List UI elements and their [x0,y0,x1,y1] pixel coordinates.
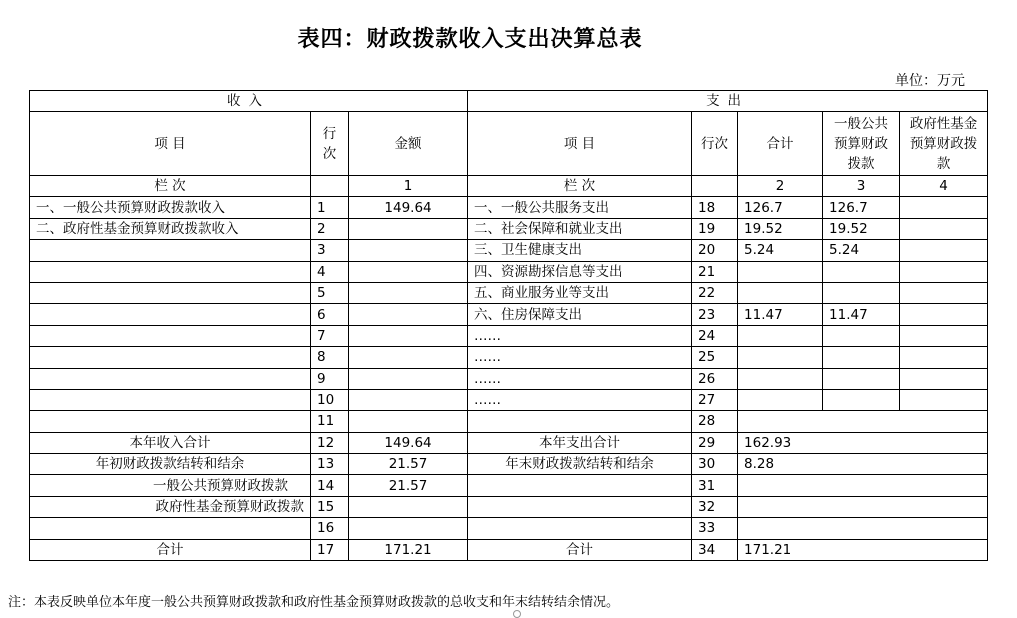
income-item: 二、政府性基金预算财政拨款收入 [30,218,311,239]
year-income-label: 本年收入合计 [30,432,311,453]
income-amount [349,304,468,325]
general-budget-label: 一般公共预算财政拨款 [30,475,311,496]
expense-general [823,261,900,282]
income-line-no: 3 [311,240,349,261]
expense-line-header: 行次 [692,112,738,176]
income-line-no: 8 [311,347,349,368]
expense-item-header: 项 目 [468,112,692,176]
expense-item: 二、社会保障和就业支出 [468,218,692,239]
expense-item: …… [468,368,692,389]
year-expense-amount: 162.93 [738,432,988,453]
expense-line-no: 21 [692,261,738,282]
income-col-1: 1 [349,176,468,197]
page-title: 表四：财政拨款收入支出决算总表 [297,27,643,52]
income-item [30,240,311,261]
income-item [30,261,311,282]
income-line-no: 16 [311,518,349,539]
expense-line-no: 20 [692,240,738,261]
income-amount [349,411,468,432]
end-balance-label: 年末财政拨款结转和结余 [468,454,692,475]
income-item [30,347,311,368]
expense-total [738,325,823,346]
table-row [30,304,988,325]
total-expense-amount: 171.21 [738,539,988,560]
expense-line-no: 30 [692,454,738,475]
gov-fund-row [30,496,988,517]
expense-general [823,389,900,410]
header-row-2 [30,112,988,176]
expense-line-no: 22 [692,282,738,303]
income-line-no: 13 [311,454,349,475]
income-amount [349,389,468,410]
begin-balance-amount: 21.57 [349,454,468,475]
table-row [30,261,988,282]
expense-item [468,411,692,432]
expense-line-no: 34 [692,539,738,560]
income-item [30,389,311,410]
table-row [30,325,988,346]
expense-general [823,325,900,346]
expense-header: 支出 [468,91,988,112]
income-item [30,325,311,346]
expense-line-no: 31 [692,475,738,496]
expense-col-4: 4 [900,176,988,197]
total-income-amount: 171.21 [349,539,468,560]
expense-total: 11.47 [738,304,823,325]
column-number-row [30,176,988,197]
expense-fund [900,304,988,325]
expense-line-no: 18 [692,197,738,218]
expense-total-header: 合计 [738,112,823,176]
income-header: 收入 [30,91,468,112]
general-budget-header: 一般公共预算财政拨款 [823,112,900,176]
expense-line-no: 27 [692,389,738,410]
income-amount [349,347,468,368]
total-income-label: 合计 [30,539,311,560]
income-item [30,282,311,303]
income-amount-header: 金额 [349,112,468,176]
expense-fund [900,389,988,410]
income-item-header: 项 目 [30,112,311,176]
total-expense-label: 合计 [468,539,692,560]
gov-fund-header: 政府性基金预算财政拨款 [900,112,988,176]
expense-merged-blank [738,475,988,496]
expense-fund [900,368,988,389]
expense-item [468,496,692,517]
expense-col-label: 栏 次 [468,176,692,197]
expense-line-no: 24 [692,325,738,346]
expense-fund [900,218,988,239]
expense-fund [900,325,988,346]
income-line-no: 17 [311,539,349,560]
expense-total: 19.52 [738,218,823,239]
year-income-amount: 149.64 [349,432,468,453]
balance-row [30,454,988,475]
table-row [30,218,988,239]
expense-col-blank [692,176,738,197]
income-item [30,518,311,539]
year-total-row [30,432,988,453]
income-line-no: 1 [311,197,349,218]
table-row [30,389,988,410]
expense-item: …… [468,325,692,346]
footnote: 注：本表反映单位本年度一般公共预算财政拨款和政府性基金预算财政拨款的总收支和年末结转结余情况。 [8,595,620,610]
income-line-no: 2 [311,218,349,239]
header-row-1 [30,91,988,112]
income-amount [349,368,468,389]
income-line-no: 14 [311,475,349,496]
income-col-label: 栏 次 [30,176,311,197]
end-balance-amount: 8.28 [738,454,988,475]
income-amount [349,261,468,282]
expense-total [738,261,823,282]
income-col-blank [311,176,349,197]
expense-merged-blank [738,496,988,517]
expense-line-no: 29 [692,432,738,453]
begin-balance-label: 年初财政拨款结转和结余 [30,454,311,475]
expense-col-2: 2 [738,176,823,197]
table-row [30,518,988,539]
income-line-no: 10 [311,389,349,410]
expense-line-no: 33 [692,518,738,539]
expense-general: 19.52 [823,218,900,239]
income-line-no: 12 [311,432,349,453]
table-row [30,197,988,218]
income-line-header: 行次 [311,112,349,176]
expense-general [823,368,900,389]
expense-fund [900,347,988,368]
expense-item: 四、资源勘探信息等支出 [468,261,692,282]
expense-fund [900,282,988,303]
expense-line-no: 32 [692,496,738,517]
table-row [30,368,988,389]
income-item [30,368,311,389]
expense-total: 126.7 [738,197,823,218]
expense-line-no: 26 [692,368,738,389]
expense-general: 126.7 [823,197,900,218]
income-line-no: 4 [311,261,349,282]
expense-total [738,282,823,303]
gov-fund-amount [349,496,468,517]
income-amount [349,218,468,239]
expense-fund [900,261,988,282]
income-amount [349,325,468,346]
expense-total: 5.24 [738,240,823,261]
expense-general [823,347,900,368]
expense-line-no: 23 [692,304,738,325]
income-item [30,411,311,432]
expense-item: …… [468,347,692,368]
income-line-no: 6 [311,304,349,325]
income-item: 一、一般公共预算财政拨款收入 [30,197,311,218]
expense-item [468,518,692,539]
year-expense-label: 本年支出合计 [468,432,692,453]
expense-total [738,389,823,410]
expense-total [738,368,823,389]
expense-col-3: 3 [823,176,900,197]
table-row [30,240,988,261]
income-item [30,304,311,325]
table-row [30,347,988,368]
general-budget-row [30,475,988,496]
expense-fund [900,240,988,261]
expense-general: 11.47 [823,304,900,325]
expense-item [468,475,692,496]
expense-item: 五、商业服务业等支出 [468,282,692,303]
expense-fund [900,197,988,218]
expense-line-no: 25 [692,347,738,368]
expense-line-no: 19 [692,218,738,239]
income-line-no: 7 [311,325,349,346]
income-line-no: 15 [311,496,349,517]
income-line-no: 9 [311,368,349,389]
income-amount [349,282,468,303]
income-line-no: 5 [311,282,349,303]
expense-general: 5.24 [823,240,900,261]
income-amount [349,240,468,261]
expense-line-no: 28 [692,411,738,432]
scroll-indicator [513,610,521,618]
income-line-no: 11 [311,411,349,432]
expense-item: 一、一般公共服务支出 [468,197,692,218]
table-row [30,282,988,303]
general-budget-amount: 21.57 [349,475,468,496]
gov-fund-label: 政府性基金预算财政拨款 [30,496,311,517]
unit-label: 单位：万元 [895,73,965,89]
income-amount [349,518,468,539]
expense-item: …… [468,389,692,410]
expense-total [738,347,823,368]
expense-general [823,282,900,303]
expense-merged-blank [738,411,988,432]
expense-item: 六、住房保障支出 [468,304,692,325]
table-row [30,411,988,432]
expense-merged-blank [738,518,988,539]
expense-item: 三、卫生健康支出 [468,240,692,261]
fiscal-table [29,90,988,561]
grand-total-row [30,539,988,560]
income-amount: 149.64 [349,197,468,218]
